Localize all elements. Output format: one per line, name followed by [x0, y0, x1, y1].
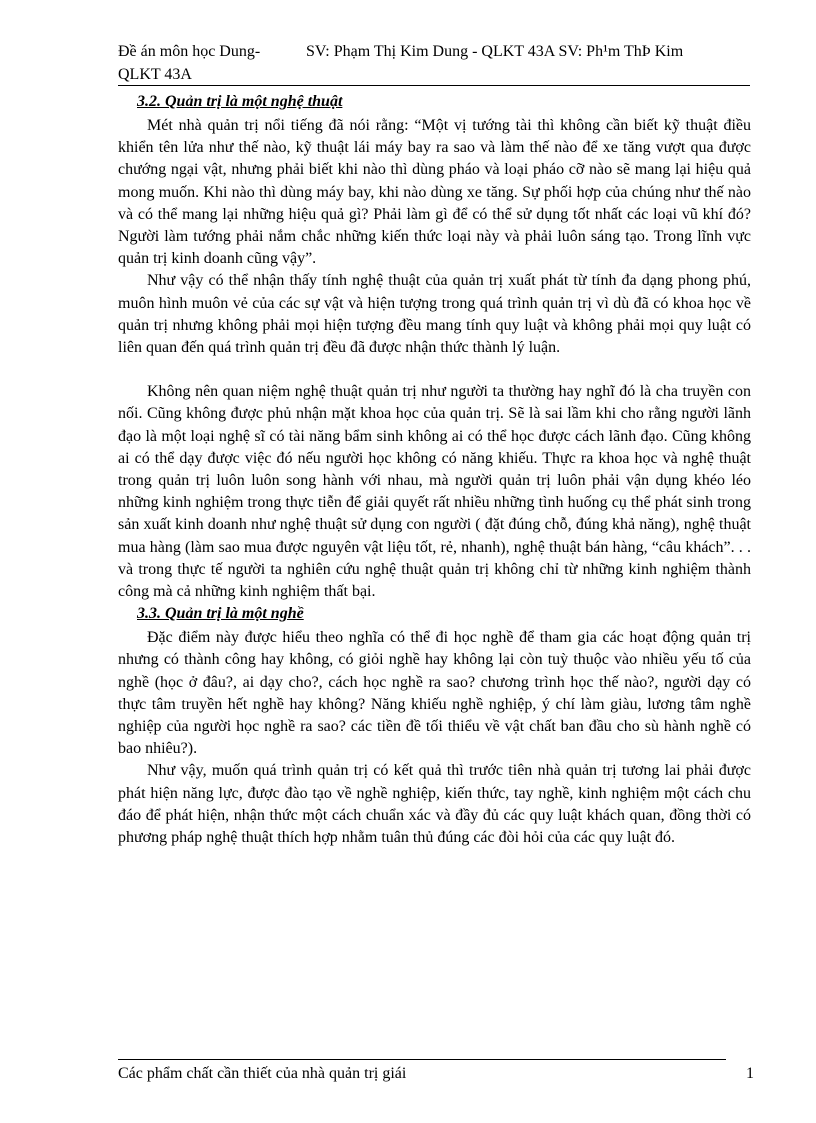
header-student-info: SV: Phạm Thị Kim Dung - QLKT 43A SV: Ph¹m ThÞ Kim — [306, 43, 684, 60]
footer-title: Các phẩm chất cần thiết của nhà quản trị giái — [118, 1065, 407, 1082]
header-course-title: Đề án môn học Dung-QLKT 43A — [118, 43, 261, 83]
section-heading-3-2: 3.2. Quản trị là một nghệ thuật — [137, 93, 343, 110]
footer-divider — [118, 1059, 726, 1060]
paragraph: Đặc điểm này được hiểu theo nghĩa có thể đi học nghề để tham gia các hoạt động quản trị nhưng có thành công hay không, có giỏi nghề hay không lại còn tuỳ thuộc vào nhiều yếu tố của nghề (học ở đâu?, ai dạy cho?, cách học nghề ra sao? chương trình học thế nào?, người dạy có thực tâm truyền hết nghề hay không? Năng khiếu nghề nghiệp, ý chí làm giàu, lương tâm nghề nghiệp của người học nghề ra sao? các tiền đề tối thiểu về vật chất ban đầu cho sù hành nghề có bao nhiêu?). — [118, 629, 751, 758]
paragraph: Như vậy, muốn quá trình quản trị có kết quả thì trước tiên nhà quản trị tương lai phải được phát hiện năng lực, được đào tạo về nghề nghiệp, kiến thức, tay nghề, kinh nghiệm một cách chu đáo để phát hiện, nhận thức một cách chuẩn xác và đầy đủ các quy luật khách quan, đồng thời có phương pháp nghệ thuật thích hợp nhằm tuân thủ đúng các đòi hỏi của các quy luật đó. — [118, 762, 751, 847]
paragraph: Mét nhà quản trị nổi tiếng đã nói rằng: “Một vị tướng tài thì không cần biết kỹ thuật điều khiển tên lửa như thế nào, kỹ thuật lái máy bay ra sao và làm thế nào để xe tăng vượt qua được chướng ngại vật, nhưng phải biết khi nào thì dùng pháo và loại pháo cỡ nào sẽ mang lại hiệu quả mong muốn. Khi nào thì dùng máy bay, khi nào dùng xe tăng. Sự phối hợp của chúng như thế nào và có thể mang lại những hiệu quả gì? Phải làm gì để có thể sử dụng tốt nhất các loại vũ khí đó? Người làm tướng phải nắm chắc những kiến thức loại này và phải luôn sáng tạo. Trong lĩnh vực quản trị kinh doanh cũng vậy”. — [118, 117, 751, 268]
paragraph: Không nên quan niệm nghệ thuật quản trị như người ta thường hay nghĩ đó là cha truyền con nối. Cũng không được phủ nhận mặt khoa học của quản trị. Sẽ là sai lầm khi cho rằng người lãnh đạo là một loại nghệ sĩ có tài năng bẩm sinh không ai có thể học được cách lãnh đạo. Cũng không ai có thể dạy được việc đó nếu người học không có năng khiếu. Thực ra khoa học và nghệ thuật trong quản trị luôn luôn song hành với nhau, mà người quản trị luôn phải vận dụng khéo léo những kinh nghiệm trong thực tiễn để giải quyết rất nhiều những tình huống cụ thể phát sinh trong sản xuất kinh doanh như nghệ thuật sử dụng con người ( đặt đúng chỗ, đúng khả năng), nghệ thuật mua hàng (làm sao mua được nguyên vật liệu tốt, rẻ, nhanh), nghệ thuật bán hàng, “câu khách”. . . và trong thực tế người ta nghiên cứu nghệ thuật quản trị không chỉ từ những kinh nghiệm thành công mà cả những kinh nghiệm thất bại. — [118, 383, 751, 601]
page-number: 1 — [746, 1065, 754, 1082]
header-divider — [118, 85, 750, 86]
document-body — [118, 91, 751, 849]
paragraph: Như vậy có thể nhận thấy tính nghệ thuật của quản trị xuất phát từ tính đa dạng phong phú, muôn hình muôn vẻ của các sự vật và hiện tượng trong quá trình quản trị vì dù đã có khoa học về quản trị nhưng không phải mọi hiện tượng đều mang tính quy luật và không phải mọi quy luật có liên quan đến quá trình quản trị đều đã được nhận thức thành lý luận. — [118, 272, 751, 357]
section-heading-3-3: 3.3. Quản trị là một nghề — [137, 605, 304, 623]
